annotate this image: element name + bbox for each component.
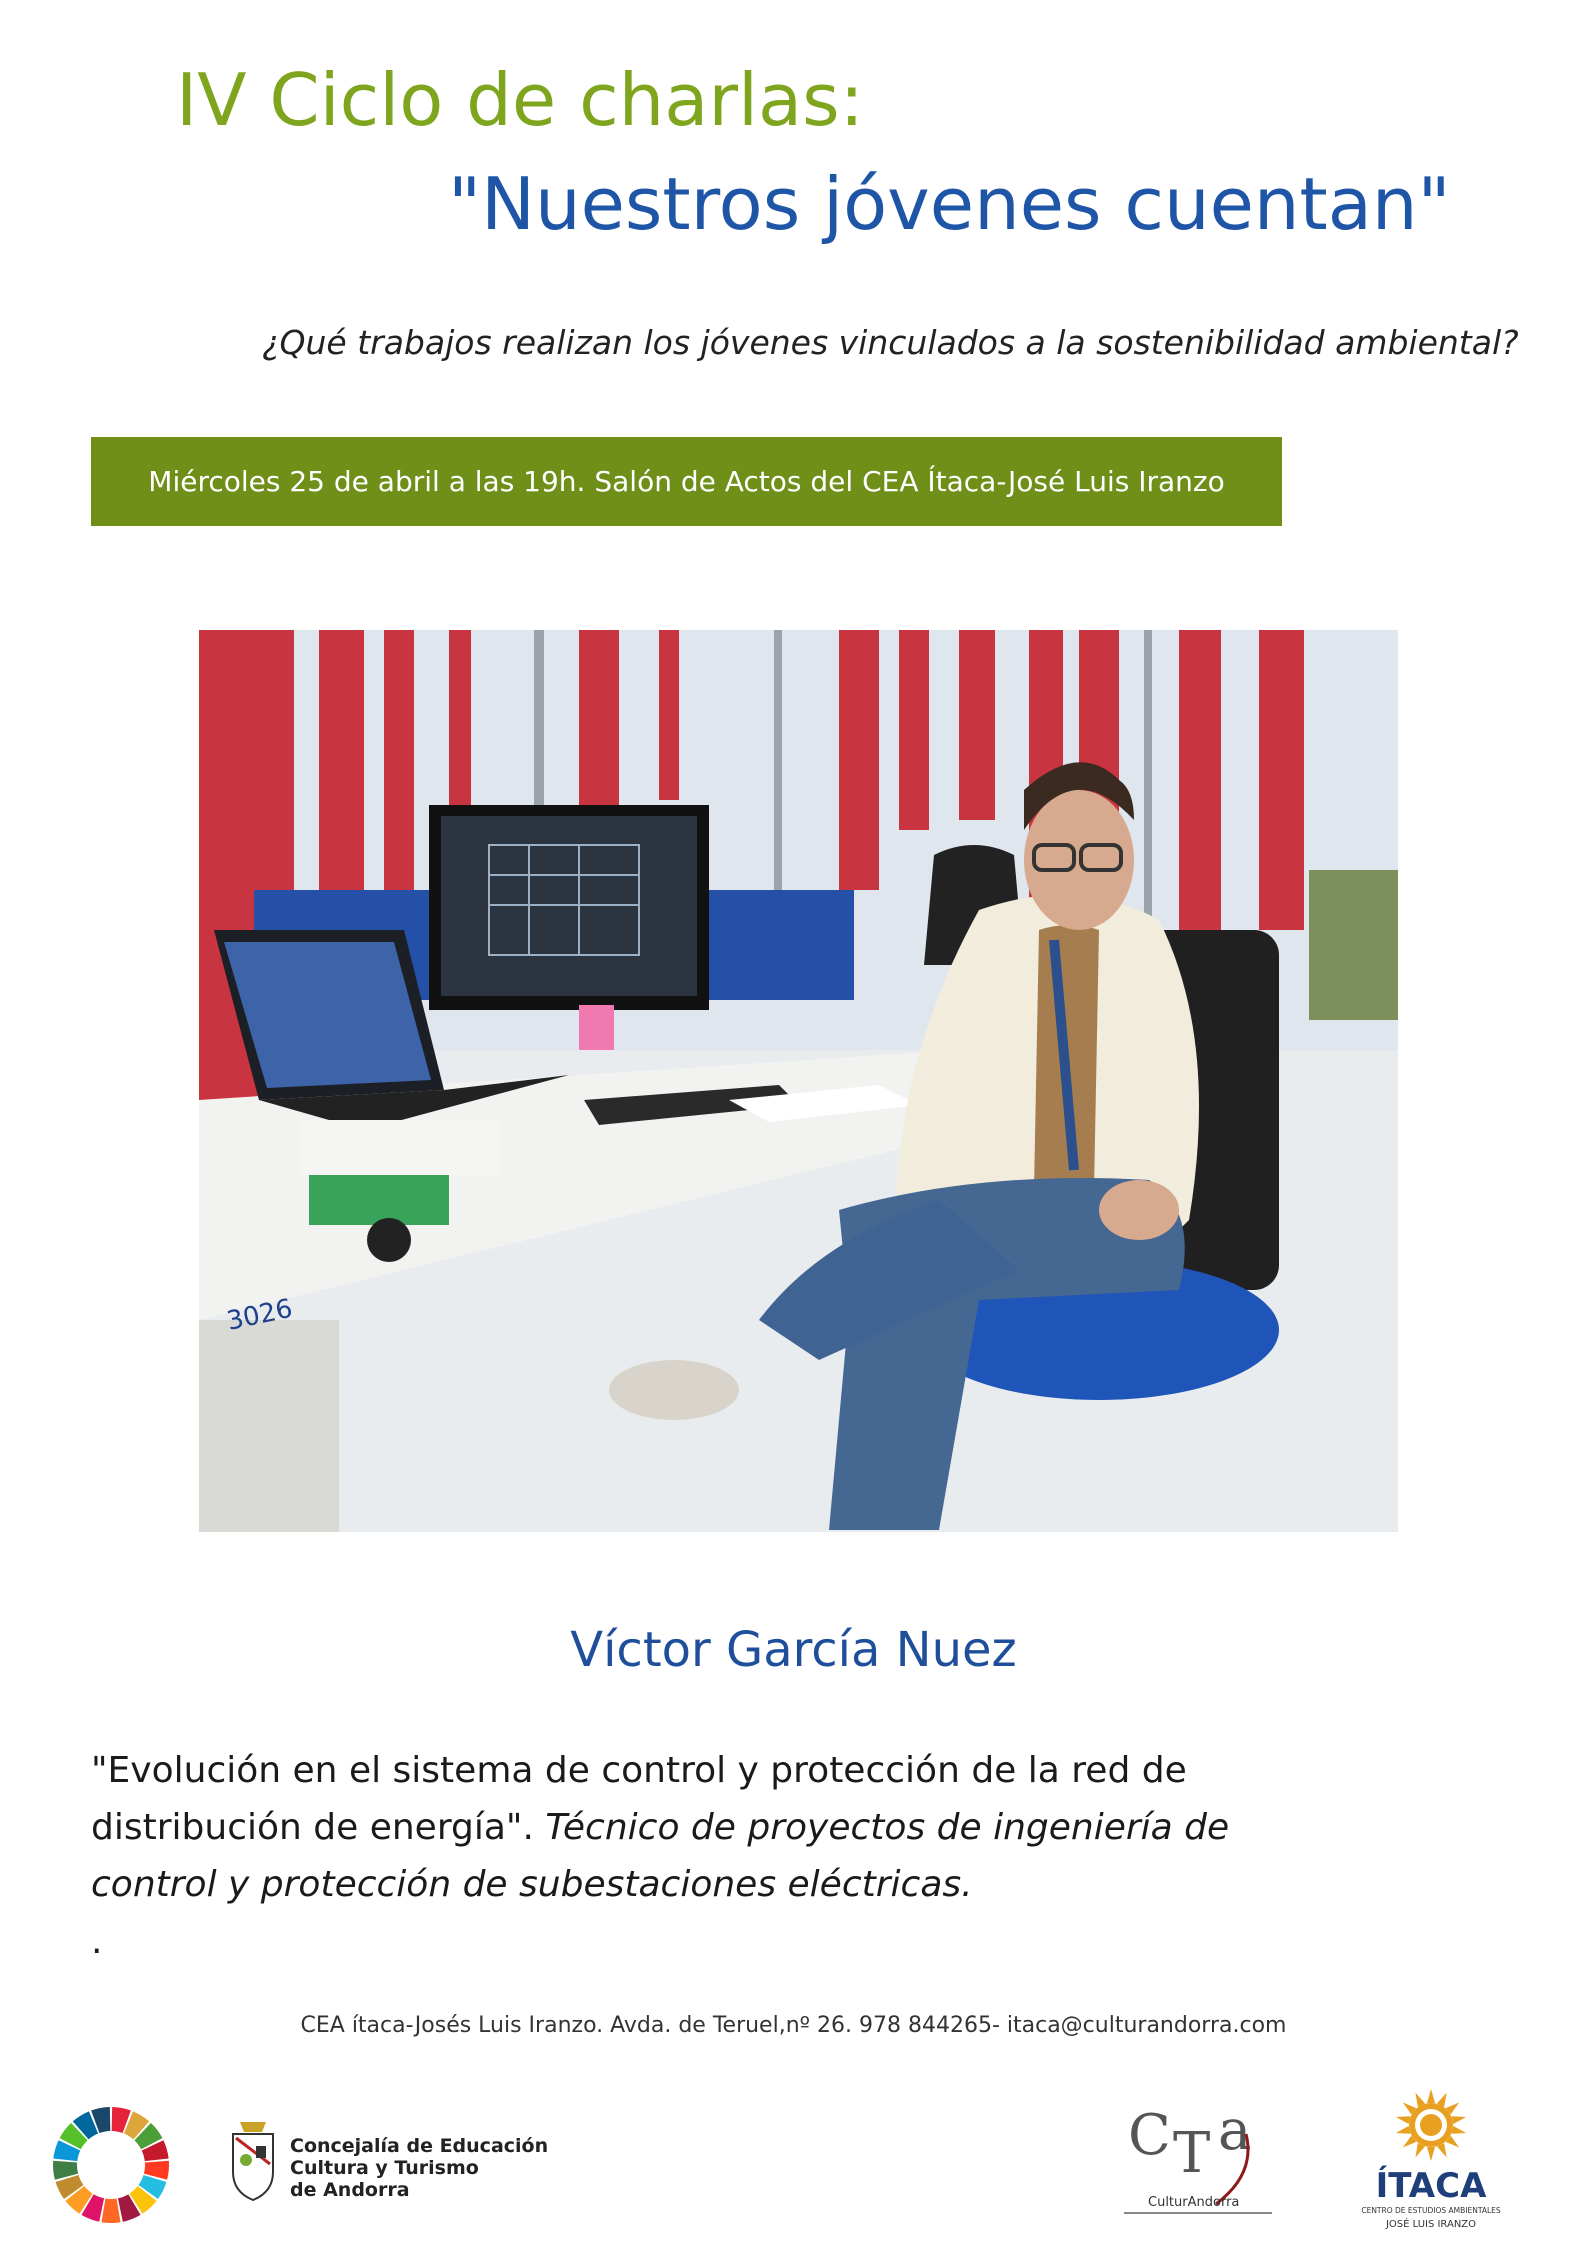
description-line-4: . [91,1921,103,1962]
sun-ray [1427,2089,1435,2103]
event-date-banner [91,437,1282,526]
sun-ray [1452,2113,1467,2124]
footer-address: CEA ítaca-Josés Luis Iranzo. Avda. de Teruel,nº 26. 978 844265- itaca@culturandorra.com [300,2013,1287,2038]
concejalia-line-2: Cultura y Turismo [290,2157,479,2179]
svg-text:T: T [1173,2121,1211,2186]
speaker-name: Víctor García Nuez [570,1622,1017,1678]
concejalia-line-3: de Andorra [290,2179,410,2201]
speaker-role-start: Técnico de proyectos de ingeniería de [533,1807,1230,1848]
itaca-logo-sub1: CENTRO DE ESTUDIOS AMBIENTALES [1361,2206,1501,2215]
sun-ray [1427,2147,1435,2161]
culturandorra-logo [1118,2094,1278,2222]
itaca-logo-name: ÍTACA [1375,2166,1487,2206]
itaca-logo [1356,2085,1506,2235]
speaker-role-end: control y protección de subestaciones eléctricas. [91,1864,973,1905]
description-line-3 [91,1856,1491,1913]
series-subtitle: "Nuestros jóvenes cuentan" [448,162,1451,246]
talk-description [91,1742,1491,1970]
svg-text:a: a [1218,2098,1252,2163]
event-date-text: Miércoles 25 de abril a las 19h. Salón de Actos del CEA Ítaca-José Luis Iranzo [148,465,1225,498]
sdg-wheel-icon [50,2104,172,2226]
svg-text:C: C [1128,2103,1171,2168]
town-council-shield-icon [228,2118,278,2210]
sun-ray [1395,2113,1410,2124]
series-title: IV Ciclo de charlas: [176,58,864,142]
sdg-wheel-segment [101,2199,120,2223]
sun-ray [1452,2126,1467,2137]
sun-ray [1395,2126,1410,2137]
concejalia-label [290,2135,548,2201]
speaker-photo [199,630,1398,1532]
description-line-1: "Evolución en el sistema de control y protección de la red de [91,1750,1187,1791]
concejalia-line-1: Concejalía de Educación [290,2135,549,2157]
theme-question: ¿Qué trabajos realizan los jóvenes vinculados a la sostenibilidad ambiental? [262,323,1519,362]
talk-title-end: distribución de energía". [91,1807,534,1848]
itaca-logo-sub2: JOSÉ LUIS IRANZO [1385,2219,1477,2230]
culturandorra-logo-text: CulturAndorra [1148,2195,1240,2210]
desk-number-label: 3026 [224,1293,296,1337]
description-line-2 [91,1799,1491,1856]
